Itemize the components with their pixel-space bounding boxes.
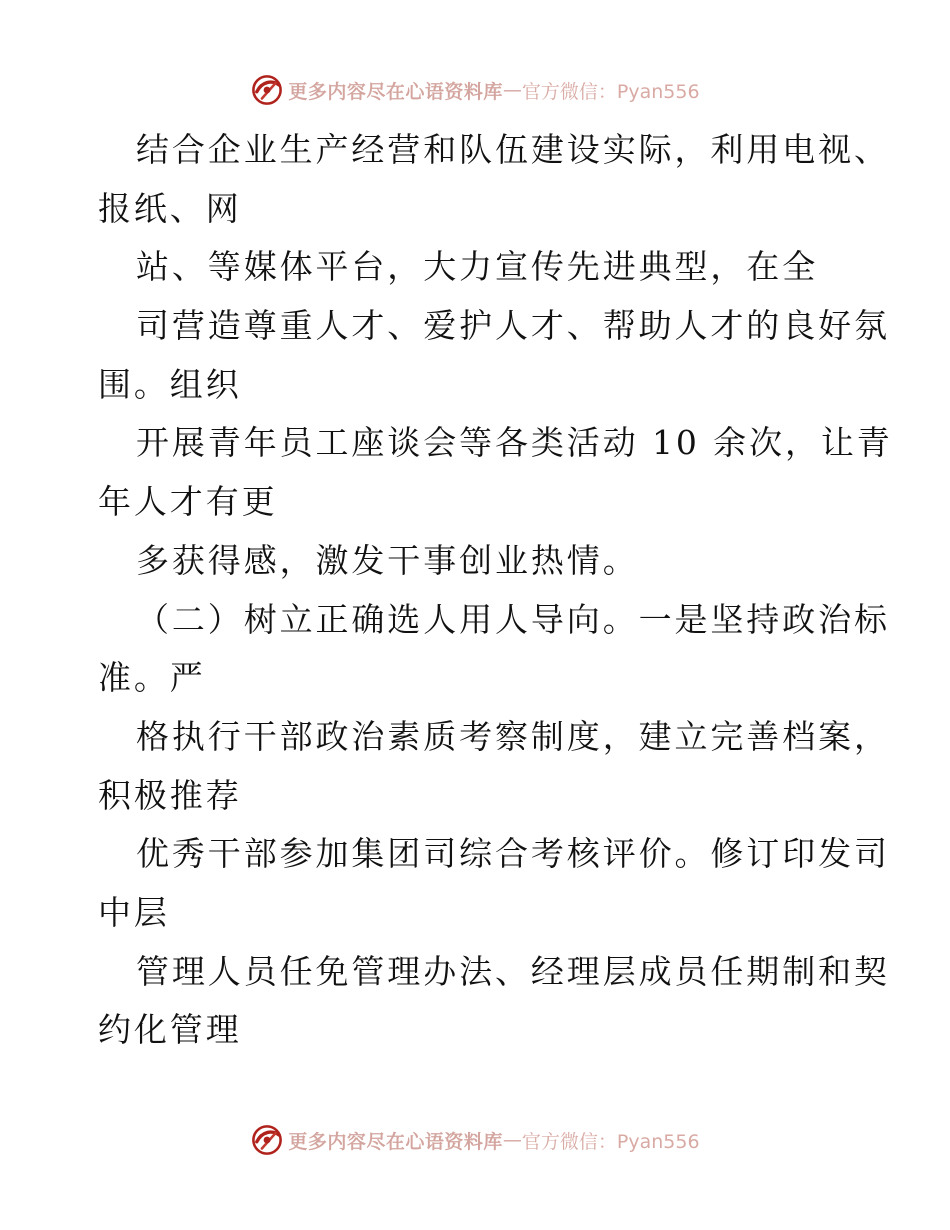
paragraph-line: 积极推荐 [98, 775, 242, 815]
header-wechat-text: 官方微信：Pyan556 [521, 80, 700, 103]
logo-icon [250, 1123, 284, 1157]
paragraph-line: 开展青年员工座谈会等各类活动 10 余次，让青 [136, 423, 893, 463]
paragraph-line: 约化管理 [98, 1010, 242, 1050]
paragraph-line: 站、等媒体平台，大力宣传先进典型，在全 [136, 247, 819, 287]
footer-banner [0, 1120, 950, 1160]
footer-separator: — [502, 1129, 522, 1151]
header-banner [0, 70, 950, 110]
header-site-text: 更多内容尽在心语资料库 [288, 80, 503, 103]
paragraph-line: 格执行干部政治素质考察制度，建立完善档案， [136, 716, 890, 756]
paragraph-line: 司营造尊重人才、爱护人才、帮助人才的良好氛 [136, 306, 890, 346]
document-body [98, 121, 893, 1060]
paragraph-line: 结合企业生产经营和队伍建设实际，利用电视、 [136, 130, 890, 169]
header-separator: — [502, 79, 522, 101]
paragraph-line: 准。严 [98, 658, 206, 698]
section-heading-line: （二）树立正确选人用人导向。一是坚持政治标 [136, 599, 890, 639]
footer-wechat-text: 官方微信：Pyan556 [521, 1130, 700, 1153]
paragraph-line: 报纸、网 [98, 188, 242, 228]
paragraph-line: 围。组织 [98, 364, 242, 404]
paragraph-line: 管理人员任免管理办法、经理层成员任期制和契 [136, 951, 890, 991]
paragraph-line: 中层 [98, 892, 170, 932]
logo-icon [250, 73, 284, 107]
paragraph-line: 年人才有更 [98, 482, 278, 522]
paragraph-line: 多获得感，激发干事创业热情。 [136, 540, 639, 580]
footer-site-text: 更多内容尽在心语资料库 [288, 1130, 503, 1153]
paragraph-line: 优秀干部参加集团司综合考核评价。修订印发司 [136, 834, 890, 874]
